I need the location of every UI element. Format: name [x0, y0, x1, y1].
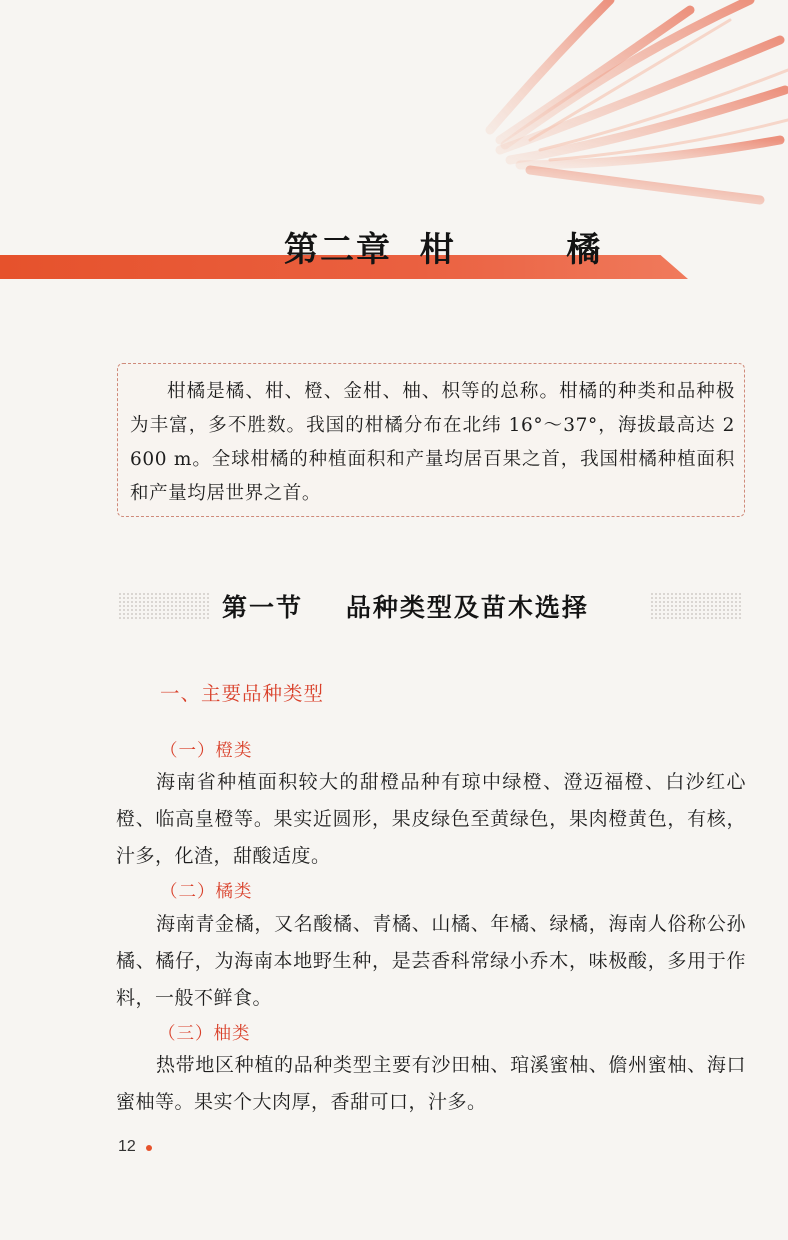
section-dots-right: [650, 592, 742, 620]
intro-paragraph: 柑橘是橘、柑、橙、金柑、柚、枳等的总称。柑橘的种类和品种极为丰富，多不胜数。我国的柑橘分布在北纬 16°～37°，海拔最高达 2 600 m。全球柑橘的种植面积和产量均居百果之首，我国柑橘种植面积和产量均居世界之首。: [130, 381, 735, 504]
page-number-dot: [146, 1145, 152, 1151]
chapter-title: 第二章 柑 橘: [284, 230, 603, 270]
section-dots-left: [118, 592, 210, 620]
page-number: 12: [118, 1138, 136, 1155]
item-heading-orange: （一）橙类: [160, 741, 253, 761]
item-heading-pomelo: （三）柚类: [158, 1024, 251, 1044]
item-text-mandarin: 海南青金橘，又名酸橘、青橘、山橘、年橘、绿橘，海南人俗称公孙橘、橘仔，为海南本地野生种，是芸香科常绿小乔木，味极酸，多用于作料，一般不鲜食。: [116, 913, 746, 1009]
item-text-pomelo: 热带地区种植的品种类型主要有沙田柚、琯溪蜜柚、儋州蜜柚、海口蜜柚等。果实个大肉厚，香甜可口，汁多。: [116, 1054, 746, 1113]
subsection-title: 一、主要品种类型: [160, 682, 325, 705]
palm-leaf-decoration: [460, 0, 788, 230]
section-title: 第一节 品种类型及苗木选择: [222, 593, 589, 622]
item-heading-mandarin: （二）橘类: [160, 882, 253, 902]
item-text-orange: 海南省种植面积较大的甜橙品种有琼中绿橙、澄迈福橙、白沙红心橙、临高皇橙等。果实近圆形，果皮绿色至黄绿色，果肉橙黄色，有核，汁多，化渣，甜酸适度。: [116, 771, 746, 867]
